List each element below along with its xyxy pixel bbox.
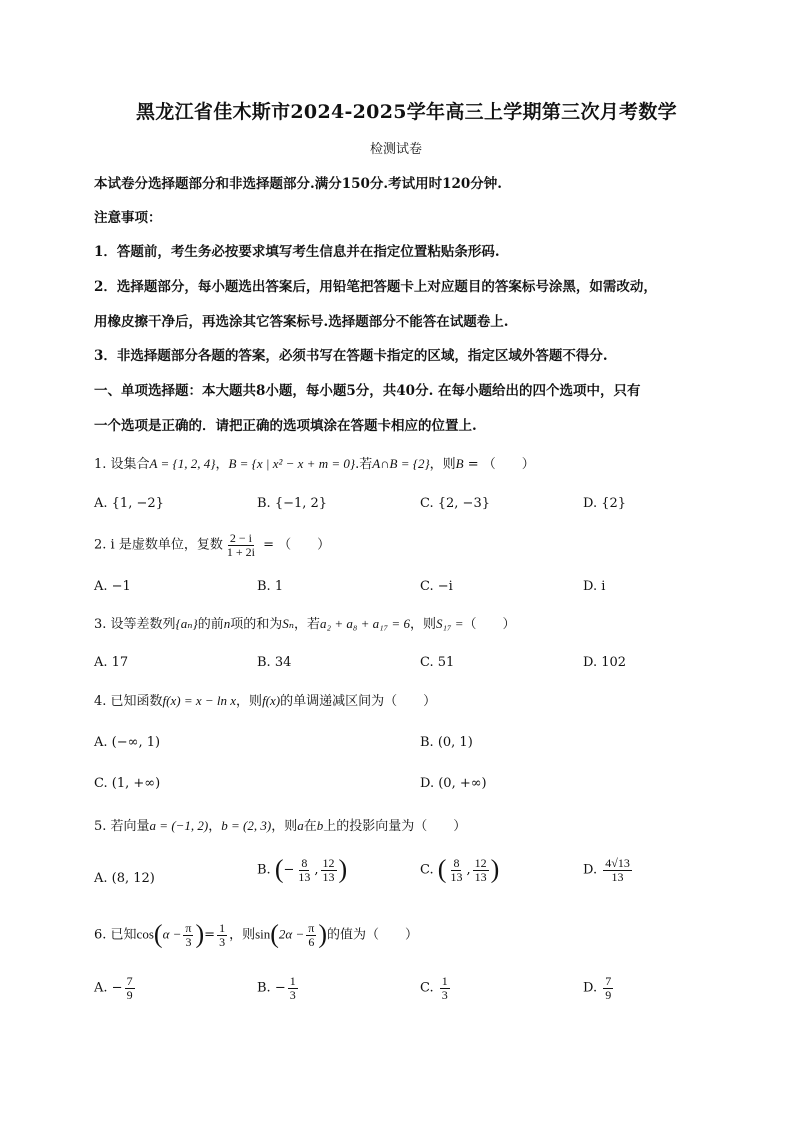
q5-b-frac2-num: 12 — [322, 856, 335, 870]
q6-option-d[interactable] — [583, 975, 615, 1001]
q6-text2: 的值为（ ） — [327, 927, 419, 943]
q6-option-c-label: C. — [420, 980, 434, 996]
page-subtitle: 检测试卷 — [370, 142, 423, 157]
q4-function: f(x) = x − ln x — [162, 693, 237, 708]
q5-option-b-label: B. — [257, 862, 271, 878]
q6-pi-over-3 — [183, 922, 193, 948]
q5-c-frac2-num: 12 — [474, 856, 487, 870]
q5-option-d-label: D. — [583, 862, 598, 878]
q6-then: ，则 — [229, 927, 256, 943]
q6-c-frac — [440, 975, 450, 1001]
q4-text: 4. 已知函数 — [94, 694, 163, 709]
q2-fraction — [225, 532, 257, 558]
q4-option-c[interactable]: C. (1, +∞) — [94, 776, 161, 791]
q6-pi-over-6 — [306, 922, 316, 948]
q3-sn: Sₙ — [282, 616, 295, 631]
q2-option-b[interactable]: B. 1 — [257, 579, 284, 594]
q4-fx: f(x) — [262, 693, 281, 708]
q2-text: 2. i 是虚数单位，复数 — [94, 537, 223, 553]
notice-heading: 注意事项： — [94, 210, 162, 226]
question-6-stem — [94, 919, 419, 949]
section-heading-line2: 一个选项是正确的．请把正确的选项填涂在答题卡相应的位置上. — [94, 418, 477, 434]
q4-text2: 的单调递减区间为（ ） — [280, 694, 437, 709]
q3-text2: 的前 — [197, 617, 224, 632]
q5-on: 在 — [303, 819, 317, 834]
q6-a-num: 7 — [126, 974, 133, 988]
q5-d-frac-num: 4√13 — [605, 856, 630, 870]
q5-b-frac2 — [321, 857, 337, 883]
q5-vector-a: a = (−1, 2) — [149, 818, 209, 833]
q1-comma: ， — [215, 457, 229, 472]
notice-item-3: 3．非选择题部分各题的答案，必须书写在答题卡指定的区域，指定区域外答题不得分. — [94, 348, 608, 364]
q5-b-lparen: ( — [274, 854, 284, 884]
q1-then: ，则 — [429, 457, 456, 472]
q1-set-a: A = {1, 2, 4} — [149, 456, 216, 471]
q2-numerator: 2 − i — [229, 531, 252, 545]
q5-b: b — [316, 818, 324, 833]
q1-text: 1. 设集合 — [94, 457, 150, 472]
section-heading-line1: 一、单项选择题：本大题共8小题，每小题5分，共40分. 在每小题给出的四个选项中，只有 — [94, 383, 641, 399]
q6-b-num: 1 — [289, 974, 296, 988]
q6-b-den: 3 — [289, 987, 296, 1002]
q3-option-b[interactable]: B. 34 — [257, 655, 292, 670]
q6-sin: sin — [255, 926, 271, 942]
q1-b: B — [455, 456, 464, 471]
q5-b-frac1 — [296, 857, 312, 883]
q6-b-frac — [288, 975, 298, 1001]
q5-text2: 上的投影向量为（ ） — [323, 819, 467, 834]
q4-option-d[interactable]: D. (0, +∞) — [420, 776, 487, 791]
q1-option-b[interactable]: B. {−1, 2} — [257, 496, 328, 511]
q5-option-b[interactable]: B. (− $\frac{8}{13}$ , $\frac{12}{13}$ ) — [257, 854, 348, 884]
q3-s17: S₁₇ = — [435, 616, 464, 631]
q1-option-c[interactable]: C. {2, −3} — [420, 496, 490, 511]
q5-d-frac-den: 13 — [611, 869, 624, 884]
question-3-stem — [94, 617, 516, 631]
q6-option-c[interactable] — [420, 975, 452, 1001]
q6-pi6-num: π — [308, 921, 315, 935]
q5-c-frac2-den: 13 — [474, 869, 487, 884]
q5-c-frac1-num: 8 — [453, 856, 460, 870]
q5-then: ，则 — [271, 819, 298, 834]
q3-blank: （ ） — [463, 617, 516, 632]
question-4-stem — [94, 694, 436, 708]
page-title: 黑龙江省佳木斯市2024-2025学年高三上学期第三次月考数学 — [136, 101, 677, 123]
q6-option-a[interactable] — [94, 975, 137, 1001]
q6-a-frac — [125, 975, 135, 1001]
q3-option-d[interactable]: D. 102 — [583, 655, 627, 670]
q6-text: 6. 已知 — [94, 927, 137, 943]
q1-blank: = （ ） — [463, 457, 535, 472]
q5-option-d[interactable] — [583, 857, 634, 883]
q5-b-frac1-num: 8 — [301, 856, 308, 870]
notice-item-1: 1．答题前，考生务必按要求填写考生信息并在指定位置粘贴条形码. — [94, 244, 500, 260]
q5-text: 5. 若向量 — [94, 819, 150, 834]
q3-option-c[interactable]: C. 51 — [420, 655, 455, 670]
q5-c-frac1-den: 13 — [450, 869, 463, 884]
question-2-stem — [94, 532, 330, 558]
q6-option-b[interactable] — [257, 975, 300, 1001]
q6-d-den: 9 — [605, 987, 612, 1002]
q6-sin-rparen: ) — [318, 919, 328, 949]
q3-seq: {aₙ} — [175, 616, 198, 631]
q1-set-b: B = {x | x² − x + m = 0} — [228, 456, 356, 471]
q5-b-frac2-den: 13 — [322, 869, 335, 884]
q6-a-minus: − — [111, 980, 123, 996]
q6-c-den: 3 — [441, 987, 448, 1002]
q5-option-a[interactable]: A. (8, 12) — [94, 871, 155, 886]
intro-text: 本试卷分选择题部分和非选择题部分.满分150分.考试用时120分钟. — [94, 176, 502, 192]
q6-option-d-label: D. — [583, 980, 598, 996]
question-1-stem — [94, 457, 535, 471]
q6-onethird-num: 1 — [219, 921, 226, 935]
q5-comma: ， — [208, 819, 222, 834]
notice-item-2: 2．选择题部分，每小题选出答案后，用铅笔把答题卡上对应题目的答案标号涂黑，如需改动， — [94, 279, 657, 295]
q4-option-b[interactable]: B. (0, 1) — [420, 735, 473, 750]
q3-text5: ，则 — [409, 617, 436, 632]
q5-vector-b: b = (2, 3) — [221, 818, 272, 833]
q6-d-frac — [603, 975, 613, 1001]
q5-c-frac2 — [473, 857, 489, 883]
q1-intersection: A∩B = {2} — [372, 456, 430, 471]
q6-cos: cos — [136, 926, 154, 942]
q6-d-num: 7 — [605, 974, 612, 988]
q2-denominator: 1 + 2i — [226, 544, 255, 559]
q3-text: 3. 设等差数列 — [94, 617, 176, 632]
q5-b-rparen: ) — [338, 854, 348, 884]
q2-option-c[interactable]: C. −i — [420, 579, 453, 594]
q1-option-a[interactable]: A. {1, −2} — [94, 496, 164, 511]
q3-text4: ，若 — [294, 617, 321, 632]
q6-2alpha-minus: 2α − — [278, 926, 305, 942]
q4-then: ，则 — [236, 694, 263, 709]
q6-option-b-label: B. — [257, 980, 271, 996]
q6-c-num: 1 — [441, 974, 448, 988]
q4-option-a[interactable]: A. (−∞, 1) — [94, 735, 161, 750]
q6-cos-lparen: ( — [153, 919, 163, 949]
q3-text3: 项的和为 — [230, 617, 283, 632]
q3-option-a[interactable]: A. 17 — [94, 655, 129, 670]
q6-option-a-label: A. — [94, 980, 108, 996]
q6-sin-lparen: ( — [270, 919, 279, 949]
q2-option-d[interactable]: D. i — [583, 579, 606, 594]
q6-pi3-den: 3 — [185, 934, 192, 949]
q1-if: .若 — [355, 457, 373, 472]
q5-c-lparen: ( — [437, 854, 447, 884]
q1-option-d[interactable]: D. {2} — [583, 496, 627, 511]
q6-pi3-num: π — [185, 921, 192, 935]
question-5-stem — [94, 819, 466, 833]
q6-pi6-den: 6 — [308, 934, 315, 949]
q6-equals: = — [204, 927, 216, 943]
q3-n: n — [223, 616, 231, 631]
q3-condition: a₂ + a₈ + a₁₇ = 6 — [320, 616, 410, 631]
q6-one-third — [217, 922, 227, 948]
q5-c-frac1 — [448, 857, 464, 883]
q6-a-den: 9 — [126, 987, 133, 1002]
q2-option-a[interactable]: A. −1 — [94, 579, 131, 594]
q5-option-c-label: C. — [420, 862, 434, 878]
q2-blank: = （ ） — [258, 537, 331, 553]
q5-b-frac1-den: 13 — [298, 869, 311, 884]
q6-onethird-den: 3 — [219, 934, 226, 949]
q6-cos-rparen: ) — [195, 919, 205, 949]
q6-b-minus: − — [274, 980, 286, 996]
q5-a: a — [297, 818, 304, 833]
q5-option-c[interactable]: C. ( $\frac{8}{13}$ , $\frac{12}{13}$ ) — [420, 854, 500, 884]
q5-d-frac — [603, 857, 632, 883]
q5-c-rparen: ) — [490, 854, 500, 884]
q5-b-minus: − — [283, 862, 295, 878]
q6-alpha-minus: α − — [162, 926, 182, 942]
notice-item-2-cont: 用橡皮擦干净后，再选涂其它答案标号.选择题部分不能答在试题卷上. — [94, 314, 509, 330]
